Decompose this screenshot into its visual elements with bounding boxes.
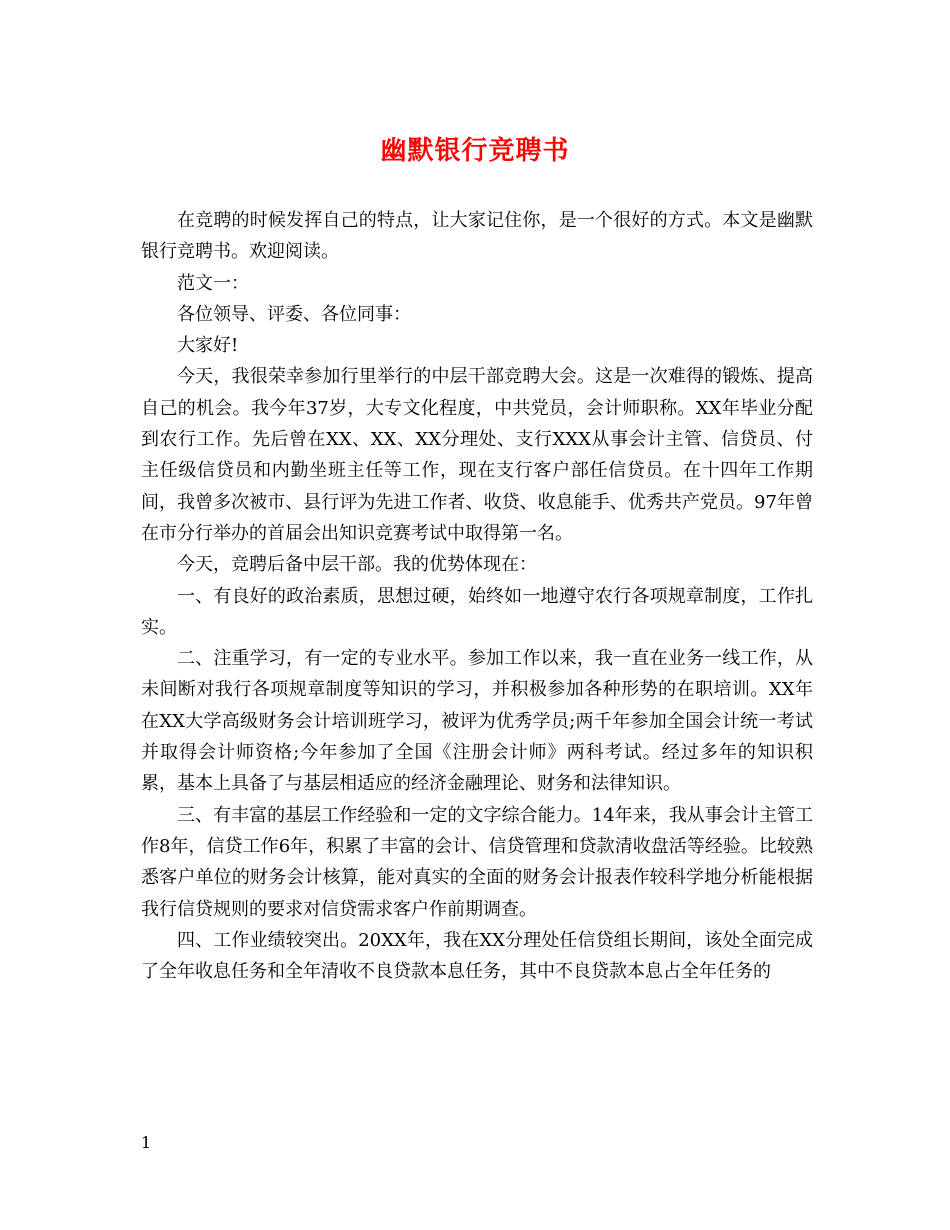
paragraph-intro: 在竞聘的时候发挥自己的特点，让大家记住你，是一个很好的方式。本文是幽默银行竞聘书。欢迎阅读。: [141, 210, 813, 263]
paragraph-point-one: 一、有良好的政治素质，思想过硬，始终如一地遵守农行各项规章制度，工作扎实。: [141, 585, 813, 638]
document-title: 幽默银行竞聘书: [380, 136, 570, 166]
paragraph-advantages-intro: 今天，竞聘后备中层干部。我的优势体现在：: [177, 554, 537, 576]
document-body: [141, 205, 813, 987]
paragraph-point-three: 三、有丰富的基层工作经验和一定的文字综合能力。14年来，我从事会计主管工作8年，信贷工作6年，积累了丰富的会计、信贷管理和贷款清收盘活等经验。比较熟悉客户单位的财务会计核算，能对真实的全面的财务会计报表作较科学地分析能根据我行信贷规则的要求对信贷需求客户作前期调查。: [141, 804, 813, 920]
paragraph-point-two: 二、注重学习，有一定的专业水平。参加工作以来，我一直在业务一线工作，从未间断对我行各项规章制度等知识的学习，并积极参加各种形势的在职培训。XX年在XX大学高级财务会计培训班学习，被评为优秀学员;两千年参加全国会计统一考试并取得会计师资格;今年参加了全国《注册会计师》两科考试。经过多年的知识积累，基本上具备了与基层相适应的经济金融理论、财务和法律知识。: [141, 648, 813, 795]
paragraph-greeting: 大家好!: [177, 335, 239, 357]
paragraph-sample-label: 范文一：: [177, 272, 249, 294]
page-number: 1: [141, 1133, 152, 1152]
paragraph-background: 今天，我很荣幸参加行里举行的中层干部竞聘大会。这是一次难得的锻炼、提高自己的机会。我今年37岁，大专文化程度，中共党员，会计师职称。XX年毕业分配到农行工作。先后曾在XX、XX、XX分理处、支行XXX从事会计主管、信贷员、付主任级信贷员和内勤坐班主任等工作，现在支行客户部任信贷员。在十四年工作期间，我曾多次被市、县行评为先进工作者、收贷、收息能手、优秀共产党员。97年曾在市分行举办的首届会出知识竞赛考试中取得第一名。: [141, 366, 813, 544]
paragraph-salutation: 各位领导、评委、各位同事：: [177, 303, 411, 325]
paragraph-point-four: 四、工作业绩较突出。20XX年，我在XX分理处任信贷组长期间，该处全面完成了全年收息任务和全年清收不良贷款本息任务，其中不良贷款本息占全年任务的: [141, 929, 813, 983]
